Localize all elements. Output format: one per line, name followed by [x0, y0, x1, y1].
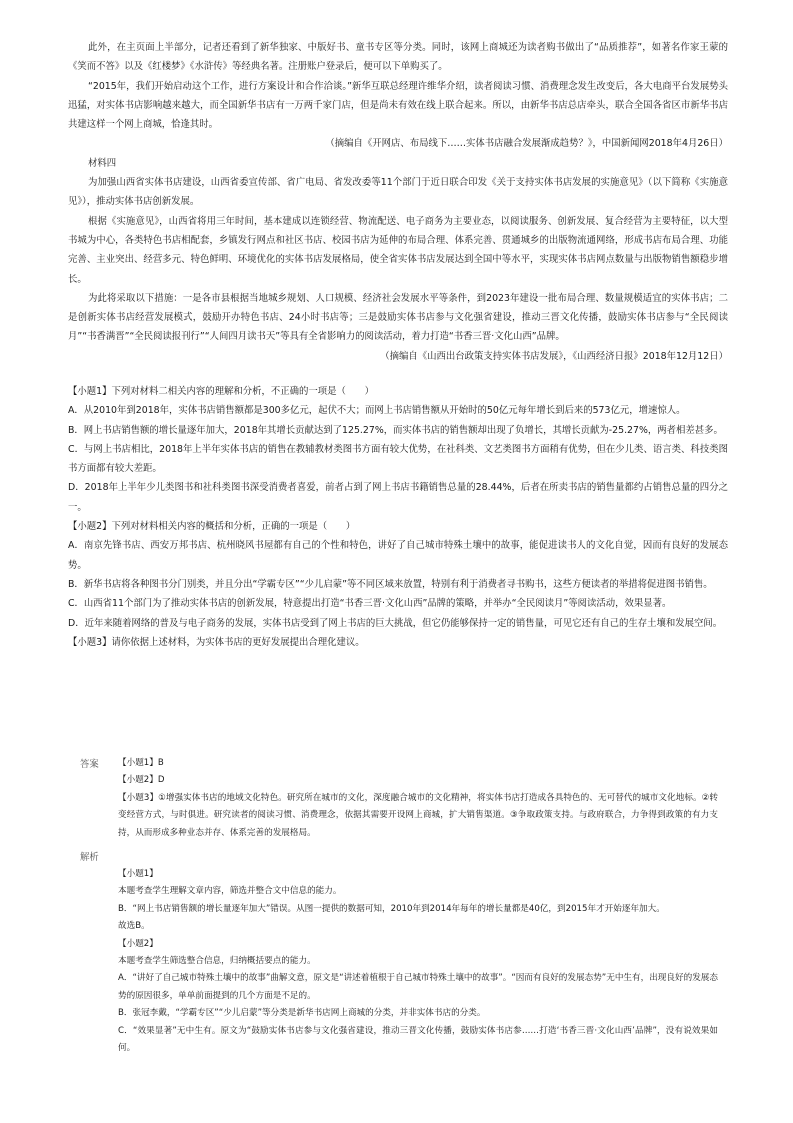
material-heading: 材料四 [88, 157, 117, 169]
passage-paragraph: 根据《实施意见》，山西省将用三年时间，基本建成以连锁经营、物流配送、电子商务为主要业态，以阅读服务、创新发展、复合经营为主要特征，以大型书城为中心，各类特色书店相配套，乡镇发行网点和社区书店、校园书店为延伸的布局合理、体系完善、贯通城乡的出版物流通网络，形成书店布局合理、功能完善、主业突出、经营多元、特色鲜明、环境优化的实体书店发展格局，使全省实体书店发展达到全国中等水平，实现实体书店网点数量与出版物销售额稳步增长。 [68, 215, 728, 285]
question-1-option-c: C．与网上书店相比，2018年上半年实体书店的销售在教辅教材类图书方面有较大优势，在社科类、文艺类图书方面稍有优势，但在少儿类、语言类、科技类图书方面都有较大差距。 [68, 443, 728, 475]
analysis-item: 【小题2】 [118, 938, 158, 949]
question-2-option-a: A．南京先锋书店、西安万邦书店、杭州晓风书屋都有自己的个性和特色，讲好了自己城市特殊土壤中的故事，能促进读书人的文化自觉，因而有良好的发展态势。 [68, 540, 728, 571]
question-section [68, 382, 728, 652]
question-3-stem: 【小题3】请你依据上述材料，为实体书店的更好发展提出合理化建议。 [68, 636, 365, 648]
answer-item: 【小题2】D [118, 775, 165, 786]
analysis-section [118, 866, 718, 1057]
passage-section [68, 38, 728, 366]
passage-paragraph: 为加强山西省实体书店建设，山西省委宣传部、省广电局、省发改委等11个部门于近日联合印发《关于支持实体书店发展的实施意见》（以下简称《实施意见》），推动实体书店创新发展。 [68, 177, 728, 208]
answer-item: 【小题3】①增强实体书店的地域文化特色。研究所在城市的文化，深度融合城市的文化精神，将实体书店打造成各具特色的、无可替代的城市文化地标。②转变经营方式，与时俱进。研究读者的阅读习惯、消费理念，依据其需要开设网上商城，扩大销售渠道。③争取政策支持。与政府联合，力争得到政策的有力支持，从而形成多种业态并存、体系完善的发展格局。 [118, 792, 718, 838]
analysis-item: 本题考查学生理解文章内容，筛选并整合文中信息的能力。 [118, 886, 342, 897]
question-2-option-c: C．山西省11个部门为了推动实体书店的创新发展，特意提出打造“书香三晋·文化山西”品牌的策略，并举办“全民阅读月”等阅读活动，效果显著。 [68, 598, 672, 610]
question-1-stem: 【小题1】下列对材料二相关内容的理解和分析，不正确的一项是（ ） [68, 386, 374, 397]
source-citation: （摘编自《山西出台政策支持实体书店发展》，《山西经济日报》2018年12月12日） [380, 350, 728, 362]
question-1-option-b: B．网上书店销售额的增长量逐年加大，2018年其增长贡献达到了125.27%，而实体书店的销售额却出现了负增长，其增长贡献为-25.27%，两者相差甚多。 [68, 424, 723, 436]
answer-section [118, 755, 718, 842]
question-1-option-d: D．2018年上半年少儿类图书和社科类图书深受消费者喜爱，前者占到了网上书店书籍销售总量的28.44%，后者在所卖书店的销售量都约占销售总量的四分之一。 [68, 482, 728, 513]
passage-paragraph: “2015年，我们开始启动这个工作，进行方案设计和合作洽谈。”新华互联总经理许维华介绍，读者阅读习惯、消费理念发生改变后，各大电商平台发展势头迅猛，对实体书店影响越来越大，而全国新华书店有一万两千家门店，但是尚未有效在线上联合起来。所以，由新华书店总店牵头，联合全国各省区市新华书店共建这样一个网上商城，恰逢其时。 [68, 80, 728, 131]
analysis-item: B．“网上书店销售额的增长量逐年加大”错误。从图一提供的数据可知，2010年到2014年每年的增长量都是40亿，到2015年才开始逐年加大。 [118, 903, 665, 914]
analysis-label: 解析 [80, 852, 99, 863]
question-1-option-a: A．从2010年到2018年，实体书店销售额都是300多亿元，起伏不大；而网上书店销售额从开始时的50亿元每年增长到后来的573亿元，增速惊人。 [68, 405, 686, 417]
analysis-item: 故选B。 [118, 921, 150, 932]
analysis-item: 【小题1】 [118, 869, 158, 879]
analysis-item: C．“效果显著”无中生有。原文为“鼓励实体书店参与文化强省建设，推动三晋文化传播，鼓励实体书店参……打造‘书香三晋·文化山西’品牌”，没有说效果如何。 [118, 1025, 718, 1054]
passage-paragraph: 此外，在主页面上半部分，记者还看到了新华独家、中版好书、童书专区等分类。同时，该网上商城还为读者购书做出了“品质推荐”，如著名作家王蒙的《笑而不答》以及《红楼梦》《水浒传》等经典名著。注册账户登录后，便可以下单购买了。 [68, 42, 728, 73]
analysis-item: 本题考查学生筛选整合信息，归纳概括要点的能力。 [118, 956, 316, 967]
question-2-option-d: D．近年来随着网络的普及与电子商务的发展，实体书店受到了网上书店的巨大挑战，但它仍能够保持一定的销售量，可见它还有自己的生存土壤和发展空间。 [68, 617, 723, 629]
answer-item: 【小题1】B [118, 758, 164, 768]
question-2-stem: 【小题2】下列对材料相关内容的概括和分析，正确的一项是（ ） [68, 521, 356, 533]
question-2-option-b: B．新华书店将各种图书分门别类，并且分出“学霸专区”“少儿启蒙”等不同区域来放置，特别有利于消费者寻书购书，这些方便读者的举措将促进图书销售。 [68, 578, 713, 590]
analysis-item: B．张冠李戴，“学霸专区”“少儿启蒙”等分类是新华书店网上商城的分类，并非实体书店的分类。 [118, 1008, 486, 1019]
answer-label: 答案 [80, 759, 99, 770]
passage-paragraph: 为此将采取以下措施：一是各市县根据当地城乡规划、人口规模、经济社会发展水平等条件，到2023年建设一批布局合理、数量规模适宜的实体书店；二是创新实体书店经营发展模式，鼓励开办特色书店、24小时书店等；三是鼓励实体书店参与文化强省建设，推动三晋文化传播，鼓励实体书店参与“全民阅读月”“书香满晋”“全民阅读报刊行”“人间四月读书天”等具有全省影响力的阅读活动，着力打造“书香三晋·文化山西”品牌。 [68, 292, 728, 343]
source-citation: （摘编自《开网店、布局线下……实体书店融合发展渐成趋势？》，中国新闻网2018年4月26日） [325, 138, 728, 150]
analysis-item: A．“讲好了自己城市特殊土壤中的故事”曲解文意，原文是“讲述着植根于自己城市特殊土壤中的故事”。“因而有良好的发展态势”无中生有，出现良好的发展态势的原因很多，单单前面提到的几个方面是不足的。 [118, 973, 718, 1001]
